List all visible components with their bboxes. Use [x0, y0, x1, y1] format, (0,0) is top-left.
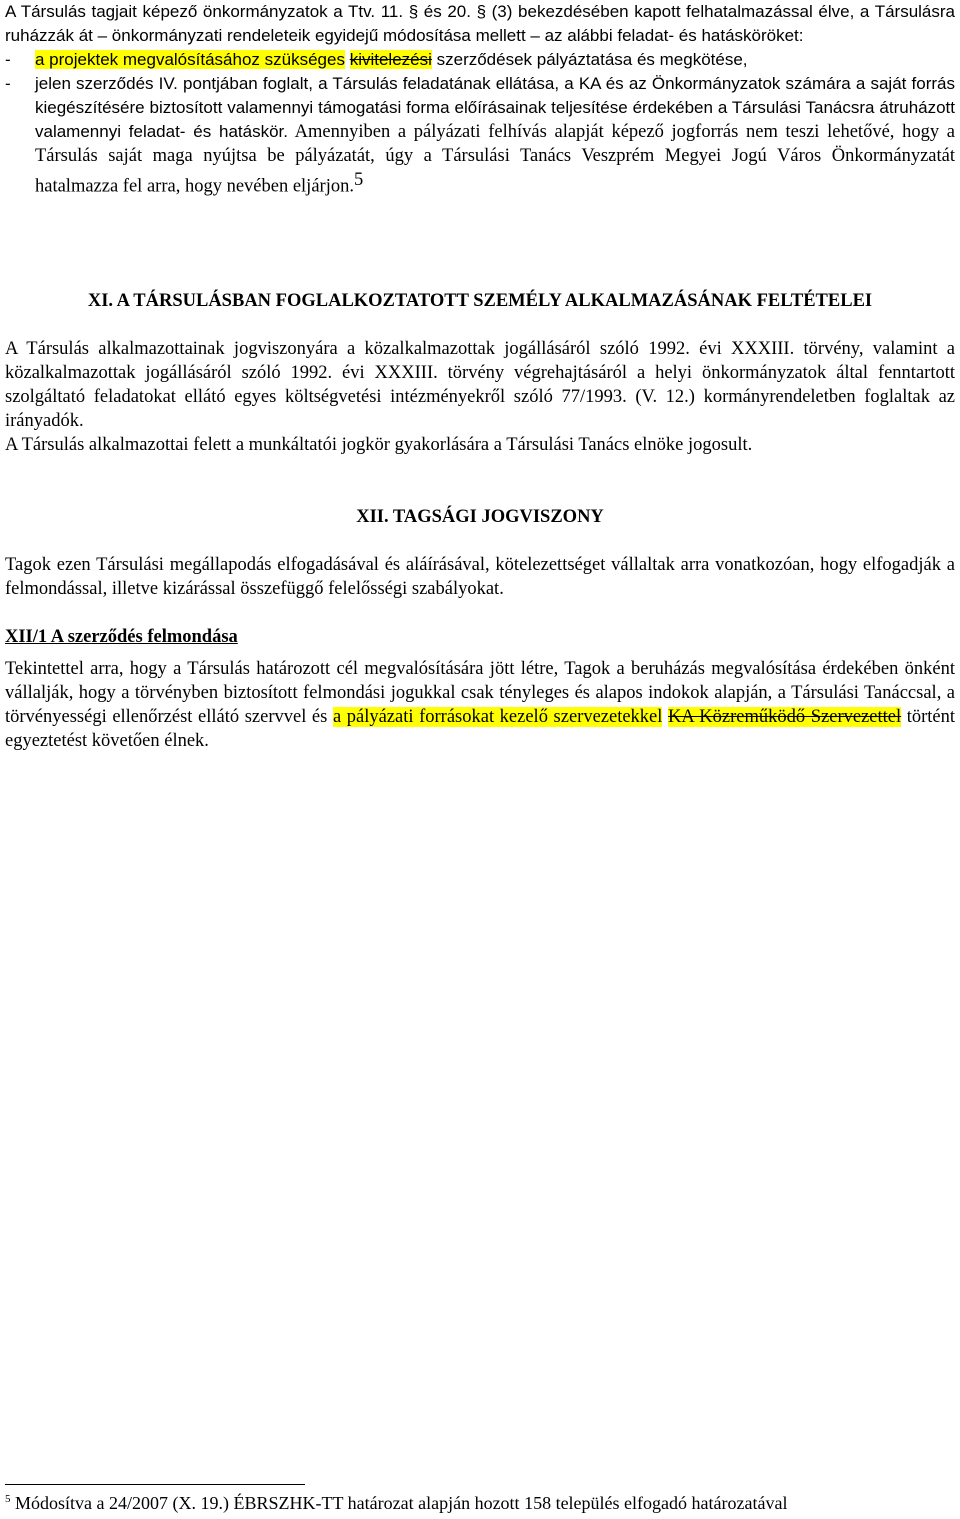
list-item-text-continued: Amennyiben a pályázati felhívás alapját képező jogforrás nem teszi lehetővé, hogy a Társulás saját maga nyújtsa be pályázatát, úgy a Társulási Tanács Veszprém Megyei Jogú Város Önkormányzatát hatalmazza fel arra, hogy nevében eljárjon. — [35, 122, 955, 197]
footnote-number: 5 — [5, 1493, 11, 1505]
struck-text: KA Közreműködő Szervezettel — [668, 707, 902, 727]
section-xii-paragraph-1: Tagok ezen Társulási megállapodás elfogadásával és aláírásával, kötelezettséget vállaltak arra vonatkozóan, hogy elfogadják a felmondással, illetve kizárással összefüggő felelősségi szabályokat. — [5, 555, 955, 599]
highlighted-text: a projektek megvalósításához szükséges — [35, 50, 345, 69]
paragraph-text-end: történt egyeztetést követően élnek. — [5, 707, 956, 751]
section-title-xi: XI. A TÁRSULÁSBAN FOGLALKOZTATOTT SZEMÉLY ALKALMAZÁSÁNAK FELTÉTELEI — [87, 291, 873, 311]
list-dash: - — [5, 74, 11, 93]
struck-text: kivitelezési — [349, 50, 432, 69]
section-title-xii: XII. TAGSÁGI JOGVISZONY — [356, 507, 604, 527]
section-xi-paragraph-2: A Társulás alkalmazottai felett a munkáltatói jogkör gyakorlására a Társulási Tanács elnöke jogosult. — [5, 435, 753, 455]
footnote-reference[interactable]: 5 — [353, 170, 364, 190]
footnote-text: Módosítva a 24/2007 (X. 19.) ÉBRSZHK-TT határozat alapján hozott 158 település elfogadó határozatával — [10, 1493, 788, 1513]
list-item-text: jelen szerződés IV. pontjában foglalt, a Társulás feladatának ellátása, a KA és az Önkormányzatok számára a saját forrás kiegészítésére biztosított valamennyi támogatási forma előírásainak teljesítése érdekében a Társulási Tanácsra átruházott valamennyi feladat- és hatáskör. — [35, 74, 955, 141]
subsection-xii-1-paragraph — [5, 657, 955, 753]
paragraph-text: Tekintettel arra, hogy a Társulás határozott cél megvalósítására jött létre, Tagok a beruházás megvalósítása érdekében önként vállalják, hogy a törvényben biztosított felmondási jogukkal csak tényleges és alapos indokok alapján, a Társulási Tanáccsal, a törvényességi ellenőrzést ellátó szervvel és — [5, 659, 955, 727]
list-item — [5, 48, 955, 72]
subsection-title-xii-1: XII/1 A szerződés felmondása — [5, 627, 238, 647]
highlighted-text: a pályázati forrásokat kezelő szervezetekkel — [332, 707, 663, 727]
section-xi-paragraph-1: A Társulás alkalmazottainak jogviszonyára a közalkalmazottak jogállásáról szóló 1992. évi XXXIII. törvény, valamint a közalkalmazottak jogállásáról szóló 1992. évi XXXIII. törvény végrehajtásáról a helyi önkormányzatok által fenntartott szolgáltató feladatokat ellátó egyes költségvetési intézményekről szóló 77/1993. (V. 12.) kormányrendeletben foglaltak az irányadók. — [5, 339, 955, 431]
footnote-separator — [5, 1484, 305, 1485]
list-item-text: szerződések pályáztatása és megkötése, — [431, 50, 748, 69]
list-dash: - — [5, 50, 11, 69]
list-item — [5, 72, 955, 198]
intro-section — [5, 0, 955, 198]
footnote — [5, 1491, 955, 1515]
intro-paragraph: A Társulás tagjait képező önkormányzatok a Ttv. 11. § és 20. § (3) bekezdésében kapott felhatalmazással élve, a Társulásra ruházzák át – önkormányzati rendeleteik egyidejű módosítása mellett – az alábbi feladat- és hatásköröket: — [5, 2, 955, 45]
